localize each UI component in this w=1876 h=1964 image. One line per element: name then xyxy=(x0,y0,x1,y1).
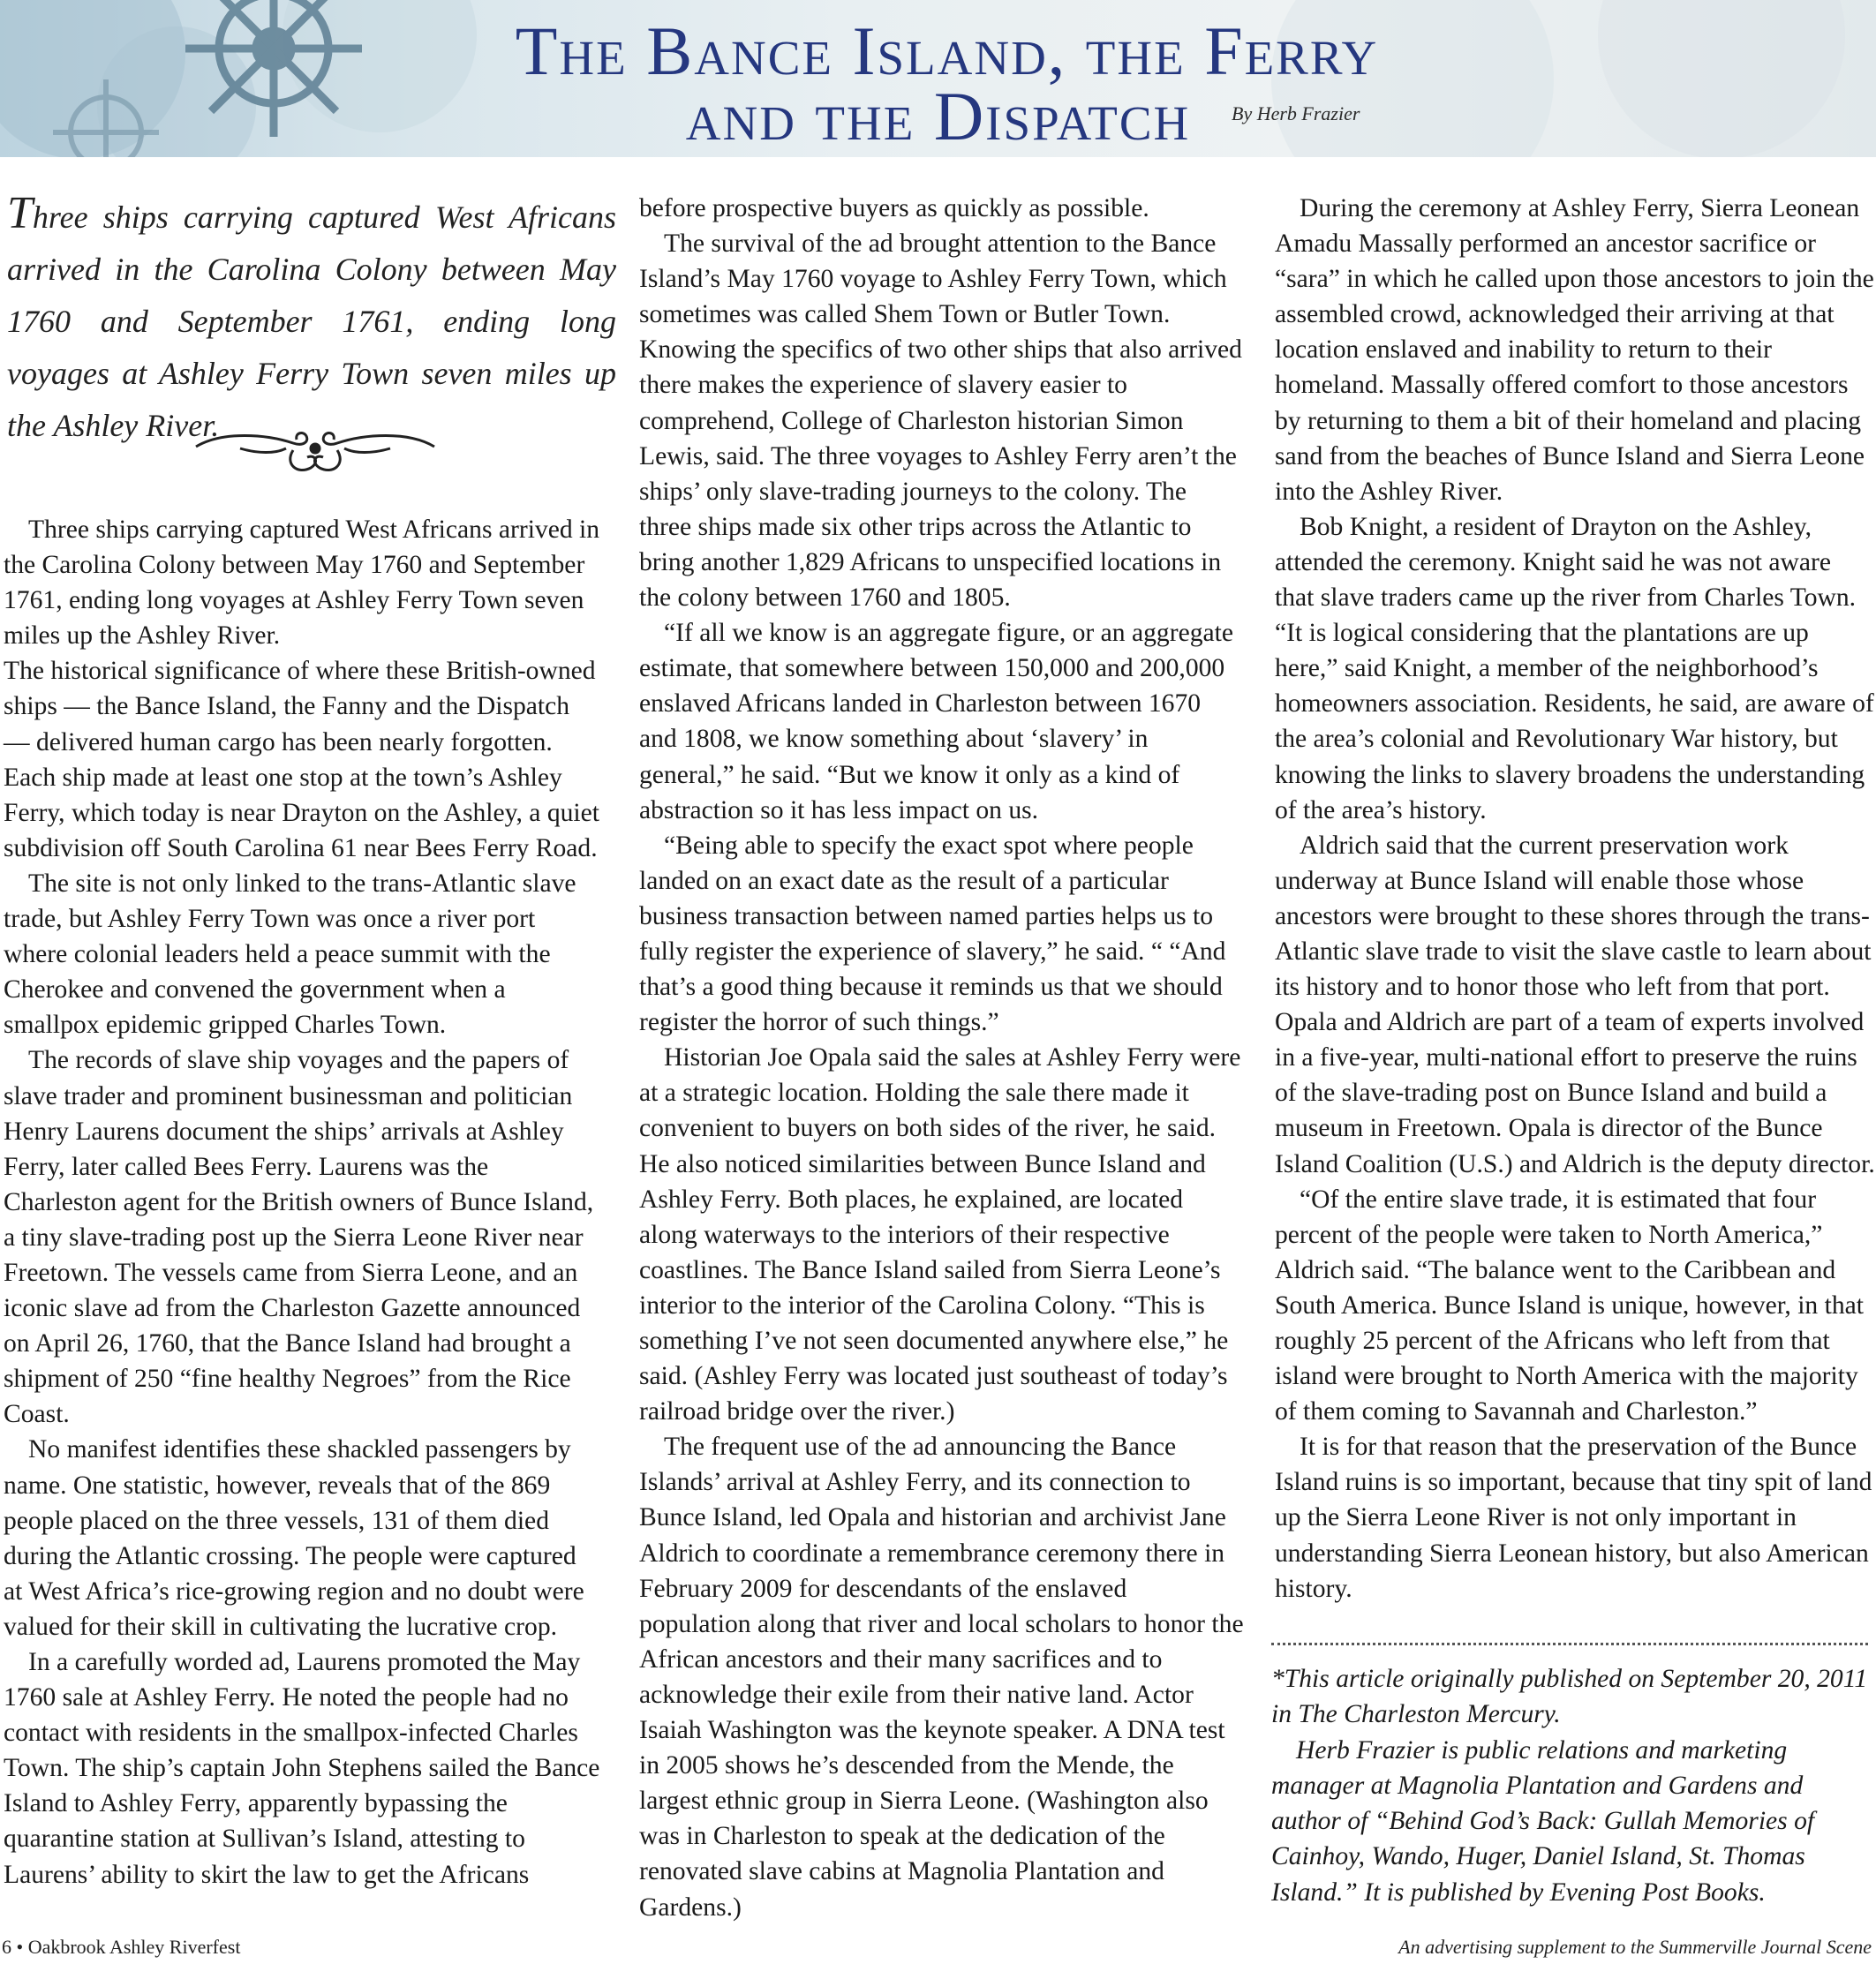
paragraph: During the ceremony at Ashley Ferry, Sierra Leonean Amadu Massally performed an ancestor sacrifice or “sara” in which he called upon those ancestors to join the assembled crowd, acknowledged their arriving at that location enslaved and inability to return to their homeland. Massally offered comfort to those ancestors by returning to them a bit of their homeland and placing sand from the beaches of Bunce Island and Sierra Leone into the Ashley River. xyxy=(1275,194,1874,506)
paragraph: The frequent use of the ad announcing the Bance Islands’ arrival at Ashley Ferry, and its connection to Bunce Island, led Opala and historian and archivist Jane Aldrich to coordinate a remembrance ceremony there in February 2009 for descendants of the enslaved population along that river and local scholars to honor the African ancestors and their many sacrifices and to acknowledge their exile from their native land. Actor Isaiah Washington was the keynote speaker. A DNA test in 2005 shows he’s descended from the Mende, the largest ethnic group in Sierra Leone. (Washington also was in Charleston to speak at the dedication of the renovated slave cabins at Magnolia Plantation and Gardens.) xyxy=(639,1433,1244,1922)
scroll-ornament-icon xyxy=(187,422,443,480)
author-bio: Herb Frazier is public relations and marketing manager at Magnolia Plantation and Gardens and author of “Behind God’s Back: Gullah Memories of Cainhoy, Wando, Huger, Daniel Island, St. Thomas Island.” It is published by Evening Post Books. xyxy=(1271,1735,1815,1907)
paragraph: “Of the entire slave trade, it is estimated that four percent of the people were taken to North America,” Aldrich said. “The balance went to the Caribbean and South America. Bunce Island is unique, however, in that roughly 25 percent of the Africans who left from that island were brought to North America with the majority of them coming to Savannah and Charleston.” xyxy=(1275,1185,1865,1426)
page-folio: 6 • Oakbrook Ashley Riverfest xyxy=(2,1936,241,1958)
paragraph: In a carefully worded ad, Laurens promoted the May 1760 sale at Ashley Ferry. He noted the people had no contact with residents in the smallpox-infected Charles Town. The ship’s captain John Stephens sailed the Bance Island to Ashley Ferry, apparently bypassing the quarantine station at Sullivan’s Island, attesting to Laurens’ ability to skirt the law to get the Africans xyxy=(4,1648,600,1889)
paragraph: No manifest identifies these shackled passengers by name. One statistic, however, reveals that of the 869 people placed on the three vessels, 131 of them died during the Atlantic crossing. The people were captured at West Africa’s rice-growing region and no doubt were valued for their skill in cultivating the lucrative crop. xyxy=(4,1435,584,1641)
article-title-line1: The Bance Island, the Ferry xyxy=(515,12,1379,89)
lede-text: hree ships carrying captured West Africans arrived in the Carolina Colony between May 1760 and September 1761, ending long voyages at Ashley Ferry Town seven miles up the Ashley River. xyxy=(7,199,616,443)
paragraph: The historical significance of where these British-owned ships — the Bance Island, the Fanny and the Dispatch — delivered human cargo has been nearly forgotten. Each ship made at least one stop at the town’s Ashley Ferry, which today is near Drayton on the Ashley, a quiet subdivision off South Carolina 61 near Bees Ferry Road. xyxy=(4,657,600,862)
paragraph: It is for that reason that the preservation of the Bunce Island ruins is so important, because that tiny spit of land up the Sierra Leone River is not only important in understanding Sierra Leonean history, but also American history. xyxy=(1275,1433,1872,1603)
author-note xyxy=(1271,1661,1876,1910)
paragraph: “Being able to specify the exact spot where people landed on an exact date as the result of a particular business transaction between named parties helps us to fully register the experience of slavery,” he said. “ “And that’s a good thing because it reminds us that we should register the horror of such things.” xyxy=(639,831,1226,1037)
publication-note: *This article originally published on September 20, 2011 in The Charleston Mercury. xyxy=(1271,1665,1868,1729)
column-1 xyxy=(4,512,600,1893)
paragraph: The records of slave ship voyages and the papers of slave trader and prominent businessman and politician Henry Laurens document the ships’ arrivals at Ashley Ferry, later called Bees Ferry. Laurens was the Charleston agent for the British owners of Bunce Island, a tiny slave-trading post up the Sierra Leone River near Freetown. The vessels came from Sierra Leone, and an iconic slave ad from the Charleston Gazette announced on April 26, 1760, that the Bance Island had brought a shipment of 250 “fine healthy Negroes” from the Rice Coast. xyxy=(4,1046,594,1429)
column-2 xyxy=(639,191,1245,1925)
paragraph: Historian Joe Opala said the sales at Ashley Ferry were at a strategic location. Holding the sale there made it convenient to buyers on both sides of the river, he said. He also noticed similarities between Bunce Island and Ashley Ferry. Both places, he explained, are located along waterways to the interiors of their respective coastlines. The Bance Island sailed from Sierra Leone’s interior to the interior of the Carolina Colony. “This is something I’ve not seen documented anywhere else,” he said. (Ashley Ferry was located just southeast of today’s railroad bridge over the river.) xyxy=(639,1043,1241,1426)
paragraph: Bob Knight, a resident of Drayton on the Ashley, attended the ceremony. Knight said he was not aware that slave traders came up the river from Charles Town. “It is logical considering that the plantations are up here,” said Knight, a member of the neighborhood’s homeowners association. Residents, he said, are aware of the area’s colonial and Revolutionary War history, but knowing the links to slavery broadens the understanding of the area’s history. xyxy=(1275,512,1874,824)
paragraph: The site is not only linked to the trans-Atlantic slave trade, but Ashley Ferry Town was once a river port where colonial leaders held a peace summit with the Cherokee and convened the government when a smallpox epidemic gripped Charles Town. xyxy=(4,869,576,1040)
paragraph: The survival of the ad brought attention to the Bance Island’s May 1760 voyage to Ashley Ferry Town, which sometimes was called Shem Town or Butler Town. Knowing the specifics of two other ships that also arrived there makes the experience of slavery easier to comprehend, College of Charleston historian Simon Lewis, said. The three voyages to Ashley Ferry aren’t the ships’ only slave-trading journeys to the colony. The three ships made six other trips across the Atlantic to bring another 1,829 Africans to unspecified locations in the colony between 1760 and 1805. xyxy=(639,230,1242,613)
paragraph: Three ships carrying captured West Africans arrived in the Carolina Colony between May 1760 and September 1761, ending long voyages at Ashley Ferry Town seven miles up the Ashley River. xyxy=(4,515,600,651)
paragraph: “If all we know is an aggregate figure, or an aggregate estimate, that somewhere between 150,000 and 200,000 enslaved Africans landed in Charleston between 1670 and 1808, we know something about ‘slavery’ in general,” he said. “But we know it only as a kind of abstraction so it has less impact on us. xyxy=(639,619,1234,824)
column-3 xyxy=(1275,191,1875,1607)
article-title-line2: and the Dispatch xyxy=(685,78,1191,154)
lede-drop-letter: T xyxy=(7,188,33,238)
byline: By Herb Frazier xyxy=(1232,102,1360,124)
paragraph: Aldrich said that the current preservation work underway at Bunce Island will enable those whose ancestors were brought to these shores through the trans-Atlantic slave trade to visit the slave castle to learn about its history and to honor those who left from that port. Opala and Aldrich are part of a team of experts involved in a five-year, multi-national effort to preserve the ruins of the slave-trading post on Bunce Island and build a museum in Freetown. Opala is director of the Bunce Island Coalition (U.S.) and Aldrich is the deputy director. xyxy=(1275,831,1875,1178)
paragraph: before prospective buyers as quickly as possible. xyxy=(639,194,1149,222)
dotted-divider xyxy=(1271,1643,1868,1645)
supplement-note: An advertising supplement to the Summerville Journal Scene xyxy=(1398,1936,1872,1958)
header-banner xyxy=(0,0,1876,157)
lede-paragraph xyxy=(7,187,616,452)
